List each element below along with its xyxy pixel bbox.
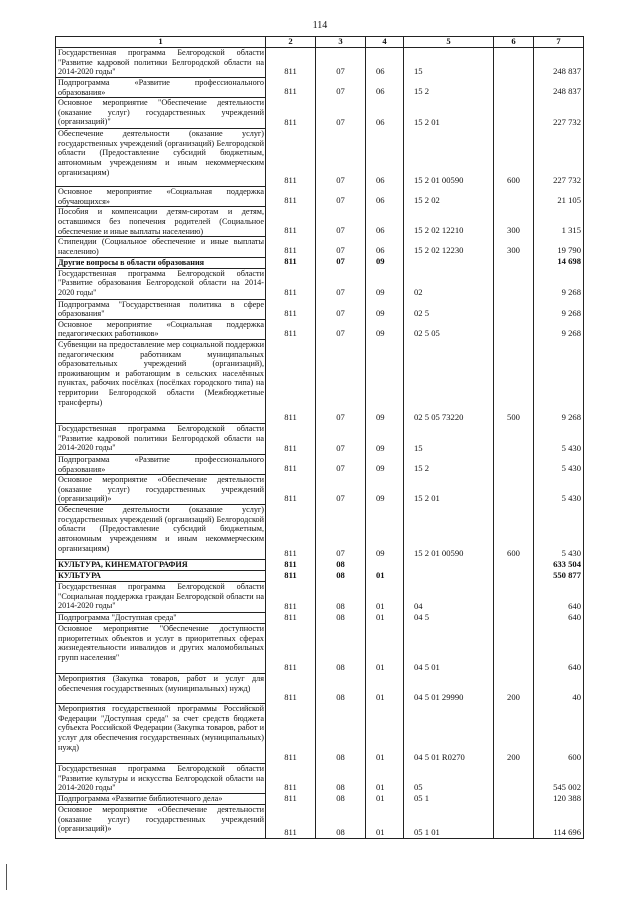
row-expense-type bbox=[494, 613, 534, 624]
row-name: Основное мероприятие «Социальная поддержка обучающихся» bbox=[56, 187, 266, 207]
row-name: Мероприятия (Закупка товаров, работ и услуг для обеспечения государственных (муниципальных) нужд) bbox=[56, 674, 266, 704]
row-name: Субвенции на предоставление мер социальной поддержки педагогическим работникам муниципальных образовательных учреждений (организаций), проживающим и работающим в сельских населённых пунктах, рабочих посёлках (посёлках городского типа) на территории Белгородской области (Межбюджетные трансферты) bbox=[56, 339, 266, 423]
row-grbs: 811 bbox=[266, 339, 316, 423]
row-name: Другие вопросы в области образования bbox=[56, 257, 266, 268]
row-grbs: 811 bbox=[266, 207, 316, 237]
row-grbs: 811 bbox=[266, 582, 316, 613]
row-target-article: 15 2 01 bbox=[404, 98, 494, 129]
row-target-article: 02 bbox=[404, 268, 494, 299]
row-subsection: 06 bbox=[366, 129, 404, 187]
row-subsection: 09 bbox=[366, 505, 404, 560]
row-subsection: 09 bbox=[366, 257, 404, 268]
row-subsection: 09 bbox=[366, 319, 404, 339]
row-section: 08 bbox=[316, 624, 366, 674]
table-row bbox=[56, 257, 584, 268]
row-target-article: 15 2 02 12210 bbox=[404, 207, 494, 237]
table-row bbox=[56, 48, 584, 78]
row-grbs: 811 bbox=[266, 764, 316, 794]
table-row bbox=[56, 268, 584, 299]
table-row bbox=[56, 582, 584, 613]
row-grbs: 811 bbox=[266, 299, 316, 319]
row-target-article: 05 1 bbox=[404, 794, 494, 805]
row-subsection: 06 bbox=[366, 98, 404, 129]
row-grbs: 811 bbox=[266, 98, 316, 129]
row-name: Обеспечение деятельности (оказание услуг) государственных учреждений (организаций) Белгородской области (Предоставление субсидий бюджетным, автономным учреждениям и иным некоммерческим организациям) bbox=[56, 505, 266, 560]
row-section: 07 bbox=[316, 319, 366, 339]
row-expense-type bbox=[494, 98, 534, 129]
table-row bbox=[56, 187, 584, 207]
row-subsection: 06 bbox=[366, 48, 404, 78]
row-subsection: 01 bbox=[366, 764, 404, 794]
row-subsection: 01 bbox=[366, 704, 404, 764]
row-grbs: 811 bbox=[266, 613, 316, 624]
header-row bbox=[56, 37, 584, 48]
row-section: 07 bbox=[316, 505, 366, 560]
row-name: Подпрограмма «Развитие профессионального образования» bbox=[56, 454, 266, 474]
row-name: КУЛЬТУРА, КИНЕМАТОГРАФИЯ bbox=[56, 560, 266, 571]
row-subsection: 09 bbox=[366, 339, 404, 423]
row-grbs: 811 bbox=[266, 624, 316, 674]
row-grbs: 811 bbox=[266, 78, 316, 98]
table-row bbox=[56, 805, 584, 839]
row-name: Мероприятия государственной программы Российской Федерации "Доступная среда" за счет средств бюджета субъекта Российской Федерации (Закупка товаров, работ и услуг для обеспечения государственных (муниципальных) нужд) bbox=[56, 704, 266, 764]
row-grbs: 811 bbox=[266, 319, 316, 339]
row-target-article: 05 1 01 bbox=[404, 805, 494, 839]
row-subsection: 09 bbox=[366, 299, 404, 319]
row-amount: 40 bbox=[534, 674, 584, 704]
row-expense-type: 200 bbox=[494, 704, 534, 764]
table-row bbox=[56, 299, 584, 319]
header-col-7: 7 bbox=[534, 37, 584, 48]
table-row bbox=[56, 764, 584, 794]
row-grbs: 811 bbox=[266, 129, 316, 187]
row-name: Государственная программа Белгородской области "Социальная поддержка граждан Белгородской области на 2014-2020 годы" bbox=[56, 582, 266, 613]
row-name: Подпрограмма "Государственная политика в сфере образования" bbox=[56, 299, 266, 319]
row-section: 08 bbox=[316, 674, 366, 704]
row-grbs: 811 bbox=[266, 454, 316, 474]
header-col-5: 5 bbox=[404, 37, 494, 48]
row-subsection: 01 bbox=[366, 794, 404, 805]
row-name: Основное мероприятие "Обеспечение доступности приоритетных объектов и услуг в приоритетных сферах жизнедеятельности инвалидов и других маломобильных групп населения" bbox=[56, 624, 266, 674]
row-amount: 114 696 bbox=[534, 805, 584, 839]
row-section: 08 bbox=[316, 571, 366, 582]
row-name: Основное мероприятие «Обеспечение деятельности (оказание услуг) государственных учреждений (организаций)» bbox=[56, 475, 266, 505]
row-subsection: 01 bbox=[366, 674, 404, 704]
header-col-3: 3 bbox=[316, 37, 366, 48]
row-subsection: 06 bbox=[366, 187, 404, 207]
row-target-article bbox=[404, 257, 494, 268]
row-name: Государственная программа Белгородской области "Развитие кадровой политики Белгородской области на 2014-2020 годы" bbox=[56, 423, 266, 454]
row-expense-type bbox=[494, 582, 534, 613]
row-amount: 9 268 bbox=[534, 319, 584, 339]
header-col-6: 6 bbox=[494, 37, 534, 48]
row-subsection: 01 bbox=[366, 582, 404, 613]
table-row bbox=[56, 571, 584, 582]
table-row bbox=[56, 98, 584, 129]
row-expense-type bbox=[494, 805, 534, 839]
row-target-article: 04 5 01 29990 bbox=[404, 674, 494, 704]
row-section: 07 bbox=[316, 423, 366, 454]
row-section: 07 bbox=[316, 339, 366, 423]
row-expense-type: 600 bbox=[494, 505, 534, 560]
row-amount: 248 837 bbox=[534, 48, 584, 78]
row-subsection: 06 bbox=[366, 207, 404, 237]
table-row bbox=[56, 674, 584, 704]
row-expense-type: 200 bbox=[494, 674, 534, 704]
row-name: Обеспечение деятельности (оказание услуг) государственных учреждений (организаций) Белгородской области (Предоставление субсидий бюджетным, автономным учреждениям и иным некоммерческим организациям) bbox=[56, 129, 266, 187]
row-expense-type bbox=[494, 794, 534, 805]
row-section: 08 bbox=[316, 582, 366, 613]
row-name: Стипендии (Социальное обеспечение и иные выплаты населению) bbox=[56, 237, 266, 257]
row-amount: 9 268 bbox=[534, 339, 584, 423]
row-section: 07 bbox=[316, 299, 366, 319]
row-name: Государственная программа Белгородской области "Развитие кадровой политики Белгородской области на 2014-2020 годы" bbox=[56, 48, 266, 78]
row-section: 08 bbox=[316, 613, 366, 624]
row-expense-type bbox=[494, 560, 534, 571]
header-col-4: 4 bbox=[366, 37, 404, 48]
row-amount: 248 837 bbox=[534, 78, 584, 98]
row-target-article: 02 5 05 73220 bbox=[404, 339, 494, 423]
row-grbs: 811 bbox=[266, 560, 316, 571]
row-expense-type bbox=[494, 78, 534, 98]
row-expense-type bbox=[494, 299, 534, 319]
row-subsection: 09 bbox=[366, 268, 404, 299]
row-section: 08 bbox=[316, 805, 366, 839]
row-target-article: 15 2 02 bbox=[404, 187, 494, 207]
row-target-article: 04 5 bbox=[404, 613, 494, 624]
table-row bbox=[56, 475, 584, 505]
row-section: 07 bbox=[316, 257, 366, 268]
row-target-article: 15 2 01 00590 bbox=[404, 505, 494, 560]
row-target-article: 04 bbox=[404, 582, 494, 613]
row-subsection bbox=[366, 560, 404, 571]
table-row bbox=[56, 237, 584, 257]
table-row bbox=[56, 454, 584, 474]
row-section: 07 bbox=[316, 475, 366, 505]
row-amount: 5 430 bbox=[534, 505, 584, 560]
row-grbs: 811 bbox=[266, 423, 316, 454]
row-expense-type bbox=[494, 268, 534, 299]
row-section: 07 bbox=[316, 129, 366, 187]
row-name: Государственная программа Белгородской области "Развитие культуры и искусства Белгородской области на 2014-2020 годы" bbox=[56, 764, 266, 794]
row-target-article: 15 2 bbox=[404, 78, 494, 98]
row-amount: 640 bbox=[534, 613, 584, 624]
row-section: 07 bbox=[316, 237, 366, 257]
table-row bbox=[56, 207, 584, 237]
row-section: 08 bbox=[316, 560, 366, 571]
row-section: 07 bbox=[316, 48, 366, 78]
row-name: КУЛЬТУРА bbox=[56, 571, 266, 582]
row-target-article: 15 2 01 00590 bbox=[404, 129, 494, 187]
row-section: 08 bbox=[316, 764, 366, 794]
table-row bbox=[56, 319, 584, 339]
row-expense-type bbox=[494, 454, 534, 474]
row-expense-type bbox=[494, 257, 534, 268]
row-expense-type bbox=[494, 475, 534, 505]
row-section: 08 bbox=[316, 794, 366, 805]
row-grbs: 811 bbox=[266, 237, 316, 257]
row-amount: 21 105 bbox=[534, 187, 584, 207]
row-section: 07 bbox=[316, 187, 366, 207]
table-row bbox=[56, 78, 584, 98]
row-subsection: 01 bbox=[366, 624, 404, 674]
table-row bbox=[56, 423, 584, 454]
row-expense-type bbox=[494, 571, 534, 582]
table-row bbox=[56, 339, 584, 423]
row-amount: 633 504 bbox=[534, 560, 584, 571]
header-col-2: 2 bbox=[266, 37, 316, 48]
row-target-article: 15 bbox=[404, 423, 494, 454]
row-expense-type: 300 bbox=[494, 237, 534, 257]
header-col-1: 1 bbox=[56, 37, 266, 48]
page-edge-mark bbox=[6, 864, 7, 890]
row-grbs: 811 bbox=[266, 674, 316, 704]
row-target-article: 15 2 01 bbox=[404, 475, 494, 505]
row-name: Подпрограмма "Доступная среда" bbox=[56, 613, 266, 624]
row-subsection: 06 bbox=[366, 237, 404, 257]
row-target-article: 15 2 02 12230 bbox=[404, 237, 494, 257]
row-subsection: 01 bbox=[366, 805, 404, 839]
row-grbs: 811 bbox=[266, 475, 316, 505]
table-row bbox=[56, 794, 584, 805]
page-number: 114 bbox=[312, 20, 328, 31]
row-amount: 9 268 bbox=[534, 299, 584, 319]
row-amount: 227 732 bbox=[534, 98, 584, 129]
row-section: 07 bbox=[316, 268, 366, 299]
row-grbs: 811 bbox=[266, 704, 316, 764]
row-target-article: 02 5 bbox=[404, 299, 494, 319]
row-target-article: 15 2 bbox=[404, 454, 494, 474]
row-subsection: 01 bbox=[366, 613, 404, 624]
row-expense-type: 300 bbox=[494, 207, 534, 237]
row-amount: 640 bbox=[534, 582, 584, 613]
row-amount: 227 732 bbox=[534, 129, 584, 187]
row-subsection: 01 bbox=[366, 571, 404, 582]
table-row bbox=[56, 129, 584, 187]
row-expense-type bbox=[494, 319, 534, 339]
row-subsection: 09 bbox=[366, 454, 404, 474]
row-grbs: 811 bbox=[266, 257, 316, 268]
row-target-article bbox=[404, 560, 494, 571]
row-grbs: 811 bbox=[266, 571, 316, 582]
row-grbs: 811 bbox=[266, 805, 316, 839]
row-amount: 640 bbox=[534, 624, 584, 674]
row-name: Основное мероприятие «Социальная поддержка педагогических работников» bbox=[56, 319, 266, 339]
row-expense-type bbox=[494, 624, 534, 674]
row-amount: 600 bbox=[534, 704, 584, 764]
budget-table bbox=[55, 36, 584, 839]
row-name: Подпрограмма «Развитие профессионального образования» bbox=[56, 78, 266, 98]
row-target-article: 02 5 05 bbox=[404, 319, 494, 339]
row-amount: 5 430 bbox=[534, 454, 584, 474]
row-expense-type: 600 bbox=[494, 129, 534, 187]
row-target-article: 15 bbox=[404, 48, 494, 78]
row-amount: 9 268 bbox=[534, 268, 584, 299]
row-target-article: 04 5 01 R0270 bbox=[404, 704, 494, 764]
row-expense-type bbox=[494, 48, 534, 78]
row-name: Основное мероприятие «Обеспечение деятельности (оказание услуг) государственных учреждений (организаций)» bbox=[56, 805, 266, 839]
table-row bbox=[56, 624, 584, 674]
row-amount: 5 430 bbox=[534, 423, 584, 454]
row-name: Подпрограмма «Развитие библиотечного дела» bbox=[56, 794, 266, 805]
row-grbs: 811 bbox=[266, 505, 316, 560]
row-name: Пособия и компенсации детям-сиротам и детям, оставшимся без попечения родителей (Социальное обеспечение и иные выплаты населению) bbox=[56, 207, 266, 237]
row-amount: 14 698 bbox=[534, 257, 584, 268]
row-section: 07 bbox=[316, 454, 366, 474]
row-target-article bbox=[404, 571, 494, 582]
table-row bbox=[56, 505, 584, 560]
row-expense-type: 500 bbox=[494, 339, 534, 423]
row-grbs: 811 bbox=[266, 794, 316, 805]
row-expense-type bbox=[494, 764, 534, 794]
row-name: Государственная программа Белгородской области "Развитие образования Белгородской области на 2014-2020 годы" bbox=[56, 268, 266, 299]
row-name: Основное мероприятие "Обеспечение деятельности (оказание услуг) государственных учреждений (организаций)" bbox=[56, 98, 266, 129]
row-expense-type bbox=[494, 187, 534, 207]
row-target-article: 04 5 01 bbox=[404, 624, 494, 674]
row-subsection: 09 bbox=[366, 475, 404, 505]
row-amount: 120 388 bbox=[534, 794, 584, 805]
table-row bbox=[56, 613, 584, 624]
row-amount: 545 002 bbox=[534, 764, 584, 794]
row-amount: 19 790 bbox=[534, 237, 584, 257]
row-section: 07 bbox=[316, 78, 366, 98]
table-row bbox=[56, 560, 584, 571]
row-subsection: 06 bbox=[366, 78, 404, 98]
row-grbs: 811 bbox=[266, 48, 316, 78]
row-amount: 1 315 bbox=[534, 207, 584, 237]
row-grbs: 811 bbox=[266, 268, 316, 299]
row-grbs: 811 bbox=[266, 187, 316, 207]
row-target-article: 05 bbox=[404, 764, 494, 794]
row-section: 07 bbox=[316, 207, 366, 237]
row-expense-type bbox=[494, 423, 534, 454]
row-section: 07 bbox=[316, 98, 366, 129]
row-amount: 5 430 bbox=[534, 475, 584, 505]
table-row bbox=[56, 704, 584, 764]
row-subsection: 09 bbox=[366, 423, 404, 454]
row-section: 08 bbox=[316, 704, 366, 764]
row-amount: 550 877 bbox=[534, 571, 584, 582]
